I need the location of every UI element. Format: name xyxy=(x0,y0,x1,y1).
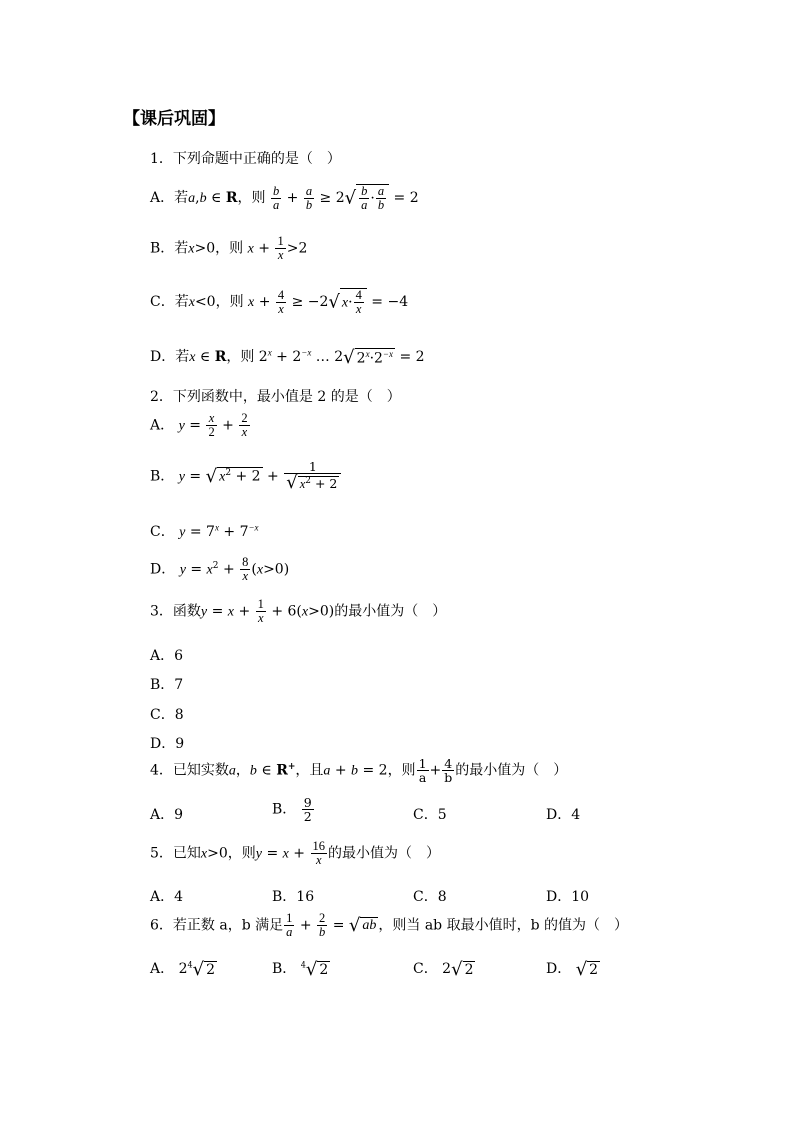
q1-option-b: B．若x>0，则 x + $\frac{1}{x}$ >2 xyxy=(150,234,308,263)
option-text: 若 xyxy=(175,349,190,365)
question-text: 5．已知 xyxy=(150,845,201,862)
sqrt-symbol: √ ab xyxy=(348,915,377,937)
fraction: $\frac{9}{2}$ xyxy=(303,795,312,825)
q6-option-d: D． √ 2 xyxy=(546,958,599,980)
fraction: $\frac{x}{2}$ xyxy=(208,411,215,440)
question-6-stem: 6．若正数 a，b 满足 $\frac{1}{a}$ + $\frac{2}{b}$ = √ ab ，则当 ab 取最小值时，b 的值为（ ） xyxy=(150,911,629,940)
option-text: 若 xyxy=(174,294,189,311)
question-text: 3．函数 xyxy=(150,603,201,620)
fraction: $\frac{b}{a}$ xyxy=(272,183,280,212)
q1-option-d: D．若x ∈ R，则 $2^x + 2^{-x}$ … 2√ $2^x\cdot 2^{-x} = 2$ xyxy=(150,346,425,368)
fraction: $\frac{1}{x}$ xyxy=(277,234,284,263)
option-text: ，则 xyxy=(215,240,244,257)
sqrt-symbol: √ $2^x\cdot 2^{-x}$ xyxy=(343,346,393,368)
option-label: C． xyxy=(150,294,175,311)
question-1-stem: 1．下列命题中正确的是（ ） xyxy=(150,151,341,167)
q5-option-b: B．16 xyxy=(272,889,315,905)
fraction: $\frac{2}{x}$ xyxy=(241,411,248,440)
q2-option-c: C． $y = 7^x + 7^{-x}$ xyxy=(150,522,259,540)
question-text: ，则 xyxy=(227,845,256,862)
q2-option-a: A． y = $\frac{x}{2}$ + $\frac{2}{x}$ xyxy=(150,411,248,440)
fraction: $\frac{a}{b}$ xyxy=(305,183,313,212)
q6-option-a: A． $2^4√$ 2 xyxy=(150,958,215,980)
question-text: 的最小值为（ ） xyxy=(334,603,447,620)
fraction: $\frac{8}{x}$ xyxy=(242,555,249,584)
option-label: B． xyxy=(150,240,175,257)
question-3-stem: 3．函数y = x + $\frac{1}{x}$ + 6(x>0)的最小值为（ ） xyxy=(150,597,447,626)
sqrt-symbol: √ x· $\frac{4}{x}$ xyxy=(328,288,366,316)
question-text: ，则当 ab 取最小值时，b 的值为（ ） xyxy=(378,917,629,934)
q3-option-b: B．7 xyxy=(150,677,184,693)
question-5-stem: 5．已知x>0，则y = x + $\frac{16}{x}$ 的最小值为（ ） xyxy=(150,839,440,868)
q4-option-c: C．5 xyxy=(413,807,447,823)
question-text: 6．若正数 a，b 满足 xyxy=(150,917,284,934)
q4-option-a: A．9 xyxy=(150,807,184,823)
q1-option-c: C．若x<0，则 x + $\frac{4}{x}$ ≥ −2√ x· $\frac{4}{x}$ = −4 xyxy=(150,287,409,317)
question-text: 4．已知实数 xyxy=(150,762,229,779)
q6-option-b: B． $^4$√ 2 xyxy=(272,958,329,980)
question-text: ，且 xyxy=(295,762,324,779)
q3-option-d: D．9 xyxy=(150,736,185,752)
fraction: $\frac{4}{b}$ xyxy=(444,756,453,786)
option-text: ，则 xyxy=(237,190,266,207)
q1-option-a: A．若a,b ∈ R，则 $\frac{b}{a}$ + $\frac{a}{b}$ ≥ 2√ $\frac{b}{a}$ · $\frac{a}{b}$ = 2 xyxy=(150,183,419,213)
q5-option-d: D．10 xyxy=(546,889,590,905)
fraction: $\frac{1}{√ x^2 + 2}$ xyxy=(284,460,341,493)
option-label: A． xyxy=(150,190,175,207)
question-4-stem: 4．已知实数a，b ∈ R+，且a + b = 2，则 $\frac{1}{a}$ + $\frac{4}{b}$ 的最小值为（ ） xyxy=(150,756,568,786)
fraction: $\frac{1}{a}$ xyxy=(286,911,293,940)
question-text: 的最小值为（ ） xyxy=(328,845,440,862)
fraction: $\frac{2}{b}$ xyxy=(319,911,326,940)
option-label: D． xyxy=(150,349,176,365)
sqrt-symbol: √ $\frac{b}{a}$ · $\frac{a}{b}$ xyxy=(345,184,389,212)
option-label: A． xyxy=(150,417,175,434)
q4-option-d: D．4 xyxy=(546,807,581,823)
fraction: $\frac{1}{x}$ xyxy=(257,597,264,626)
fraction: $\frac{4}{x}$ xyxy=(277,287,285,316)
question-text: 的最小值为（ ） xyxy=(455,762,568,779)
q2-option-b: B． y = √ $x^2 + 2$ + $\frac{1}{√ x^2 + 2}$ xyxy=(150,460,342,493)
option-label: B． xyxy=(150,468,175,485)
q5-option-a: A．4 xyxy=(150,889,184,905)
option-text: ，则 xyxy=(226,349,255,365)
sqrt-symbol: √ $x^2 + 2$ xyxy=(205,466,261,488)
q3-option-a: A．6 xyxy=(150,648,184,664)
option-label: D． xyxy=(150,561,176,578)
fraction: $\frac{1}{a}$ xyxy=(418,756,427,786)
section-heading: 【课后巩固】 xyxy=(123,109,225,129)
q3-option-c: C．8 xyxy=(150,707,184,723)
option-label: C． xyxy=(150,524,175,540)
option-text: 若 xyxy=(174,190,189,207)
option-text: 若 xyxy=(174,240,189,257)
q6-option-c: C． 2√ 2 xyxy=(413,958,474,980)
question-2-stem: 2．下列函数中，最小值是 2 的是（ ） xyxy=(150,389,401,405)
q2-option-d: D． $y = x^2$ + $\frac{8}{x}$ (x>0) xyxy=(150,555,290,584)
fraction: $\frac{16}{x}$ xyxy=(312,839,325,868)
q4-option-b: B． $\frac{9}{2}$ xyxy=(272,795,312,825)
q5-option-c: C．8 xyxy=(413,889,447,905)
option-text: ，则 xyxy=(215,294,244,311)
question-text: ，则 xyxy=(387,762,416,779)
